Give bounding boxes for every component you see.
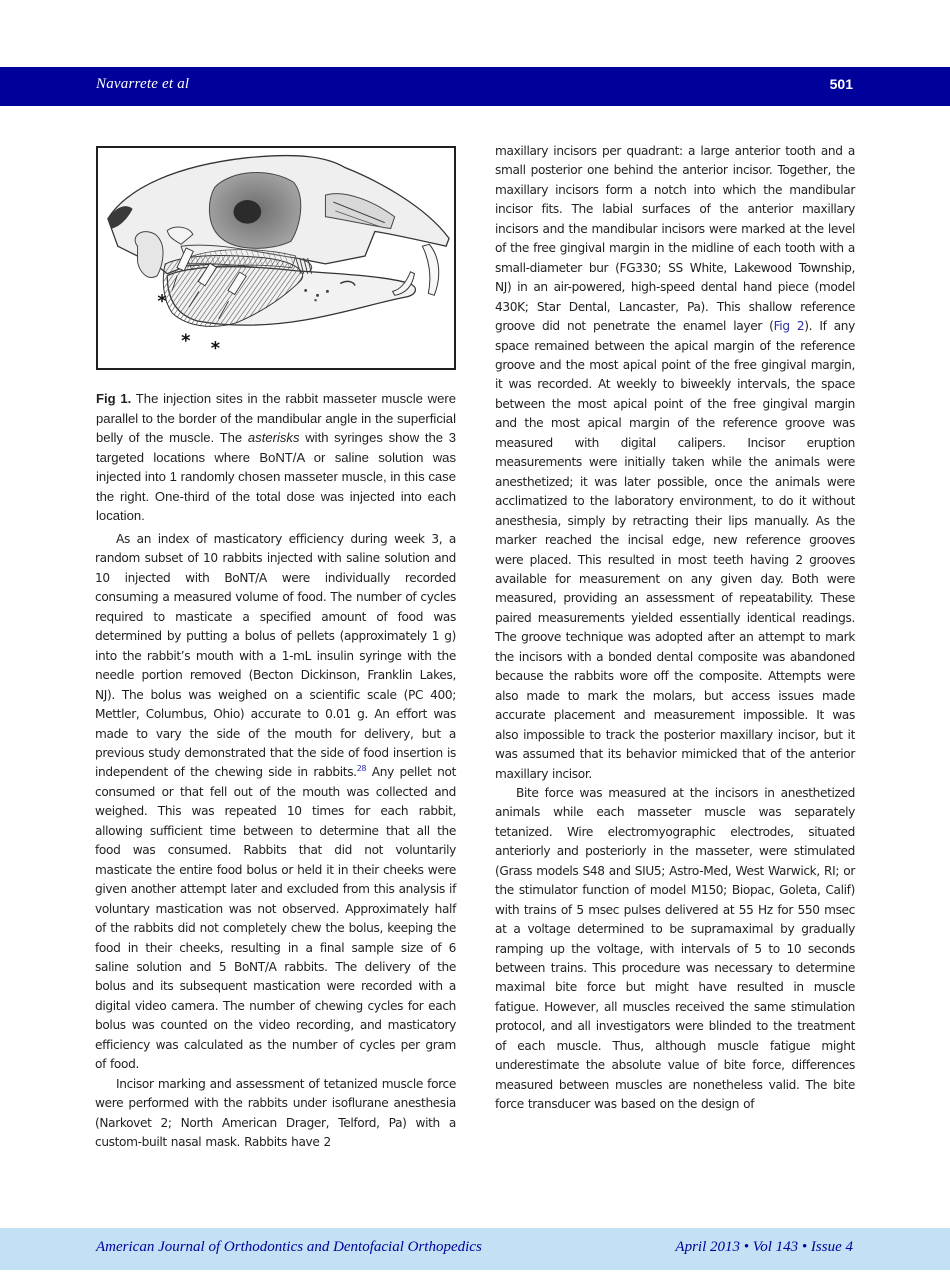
figure-2-link[interactable]: Fig 2 [773, 319, 805, 334]
figure-label: Fig 1. [96, 391, 132, 406]
caption-text-continued: with syringes show the 3 targeted locations where BoNT/A or saline solution was injected into 1 randomly chosen masseter muscle, in this case the right. One-third of the total dose was injected into each location. [96, 430, 456, 523]
svg-text:*: * [157, 292, 167, 313]
citation-reference-link[interactable]: 28 [356, 764, 367, 774]
paragraph-text: As an index of masticatory efficiency during week 3, a random subset of 10 rabbits injected with saline solution and 10 injected with BoNT/A were individually recorded consuming a measured volume of food. The number of cycles required to masticate a specified amount of food was determined by putting a bolus of pellets (approximately 1 g) into the rabbit’s mouth with a 1-mL insulin syringe with the needle portion removed (Becton Dickinson, Franklin Lakes, NJ). The bolus was weighed on a scientific scale (PC 400; Mettler, Columbus, Ohio) accurate to 0.01 g. An effort was made to vary the side of the mouth for delivery, but a previous study demonstrated that the side of food insertion is independent of the chewing side in rabbits. [95, 532, 456, 780]
figure-1-caption [96, 389, 456, 526]
right-column-body [495, 142, 855, 1115]
paragraph-bite-force: Bite force was measured at the incisors in anesthetized animals while each masseter muscle was separately tetanized. Wire electromyographic electrodes, situated anteriorly and posteriorly in the masseter, were stimulated (Grass models S48 and SIU5; Astro-Med, West Warwick, RI; or the stimulator function of model M150; Biopac, Goleta, Calif) with trains of 5 msec pulses delivered at 55 Hz for 550 msec at a voltage determined to be supramaximal by gradually ramping up the voltage, with intervals of 5 to 10 seconds between trains. This procedure was necessary to determine maximal bite force but might have resulted in muscle fatigue. However, all muscles received the same stimulation protocol, and all investigators were blinded to the treatment of each muscle. Thus, although muscle fatigue might underestimate the absolute value of bite force, differences measured between muscles are nonetheless valid. The bite force transducer was based on the design of [495, 785, 855, 1112]
left-column-body [95, 530, 456, 1153]
running-header-authors: Navarrete et al [96, 76, 190, 92]
running-footer [0, 1228, 950, 1270]
caption-text: The injection sites in the rabbit masseter muscle were parallel to the border of the mandibular angle in the superficial belly of the muscle. The [96, 391, 456, 445]
svg-text:*: * [181, 331, 191, 352]
running-header [0, 67, 950, 106]
paragraph-masticatory-efficiency [95, 530, 456, 1075]
paragraph-text: ). If any space remained between the apical margin of the reference groove and the most apical point of the free gingival margin, it was recorded. At weekly to biweekly intervals, the space between the most apical point of the free gingival margin and the most apical margin of the reference groove was measured with digital calipers. Incisor eruption measurements were initially taken while the animals were anesthetized; it was later possible, once the animals were acclimatized to the laboratory environment, to do it without anesthesia, simply by retracting their lips manually. As the marker reached the incisal edge, new reference grooves were placed. This resulted in most teeth having 2 grooves available for measurement on any given day. Both were measured, providing an assessment of repeatability. These paired measurements yielded essentially identical readings. The groove technique was adopted after an attempt to mark the incisors with a bonded dental composite was abandoned because the rabbits wore off the composite. Attempts were also made to mark the molars, but access issues made accurate placement and measurement impossible. It was also impossible to track the posterior maxillary incisor, but it was assumed that its behavior mimicked that of the anterior maxillary incisor. [495, 319, 855, 781]
journal-title: American Journal of Orthodontics and Dentofacial Orthopedics [96, 1239, 482, 1255]
paragraph-incisor-grooves [495, 142, 855, 784]
caption-emphasis: asterisks [247, 430, 300, 445]
svg-text:*: * [210, 339, 221, 360]
paragraph-text: maxillary incisors per quadrant: a large anterior tooth and a small posterior one behind the anterior incisor. Together, the maxillary incisors form a notch into which the mandibular incisor fits. The labial surfaces of the anterior maxillary incisors and the mandibular incisors were marked at the level of the free gingival margin in the midline of each tooth with a small-diameter bur (FG330; SS White, Lakewood Township, NJ) in an air-powered, high-speed dental hand piece (model 430K; Star Dental, Lancaster, Pa). This shallow reference groove did not penetrate the enamel layer ( [495, 144, 855, 334]
page-number: 501 [829, 76, 853, 92]
paragraph-text: Any pellet not consumed or that fell out of the mouth was collected and weighed. This was repeated 10 times for each rabbit, allowing sufficient time between to determine that all the food was consumed. Rabbits that did not voluntarily masticate the entire food bolus or held it in their cheeks were given another attempt later and excluded from this analysis if voluntary mastication was not observed. Approximately half of the rabbits did not completely chew the bolus, keeping the food in their cheeks, resulting in a final sample size of 6 saline solution and 5 BoNT/A rabbits. The delivery of the bolus and its subsequent mastication were recorded with a digital video camera. The number of chewing cycles for each bolus was counted on the video recording, and masticatory efficiency was calculated as the number of cycles per gram of food. [95, 765, 456, 1072]
issue-info: April 2013 • Vol 143 • Issue 4 [675, 1239, 853, 1255]
figure-1-image [96, 146, 456, 370]
rabbit-skull-illustration [98, 148, 454, 368]
paragraph-incisor-marking: Incisor marking and assessment of tetanized muscle force were performed with the rabbits under isoflurane anesthesia (Narkovet 2; North American Drager, Telford, Pa) with a custom-built nasal mask. Rabbits have 2 [95, 1076, 456, 1150]
